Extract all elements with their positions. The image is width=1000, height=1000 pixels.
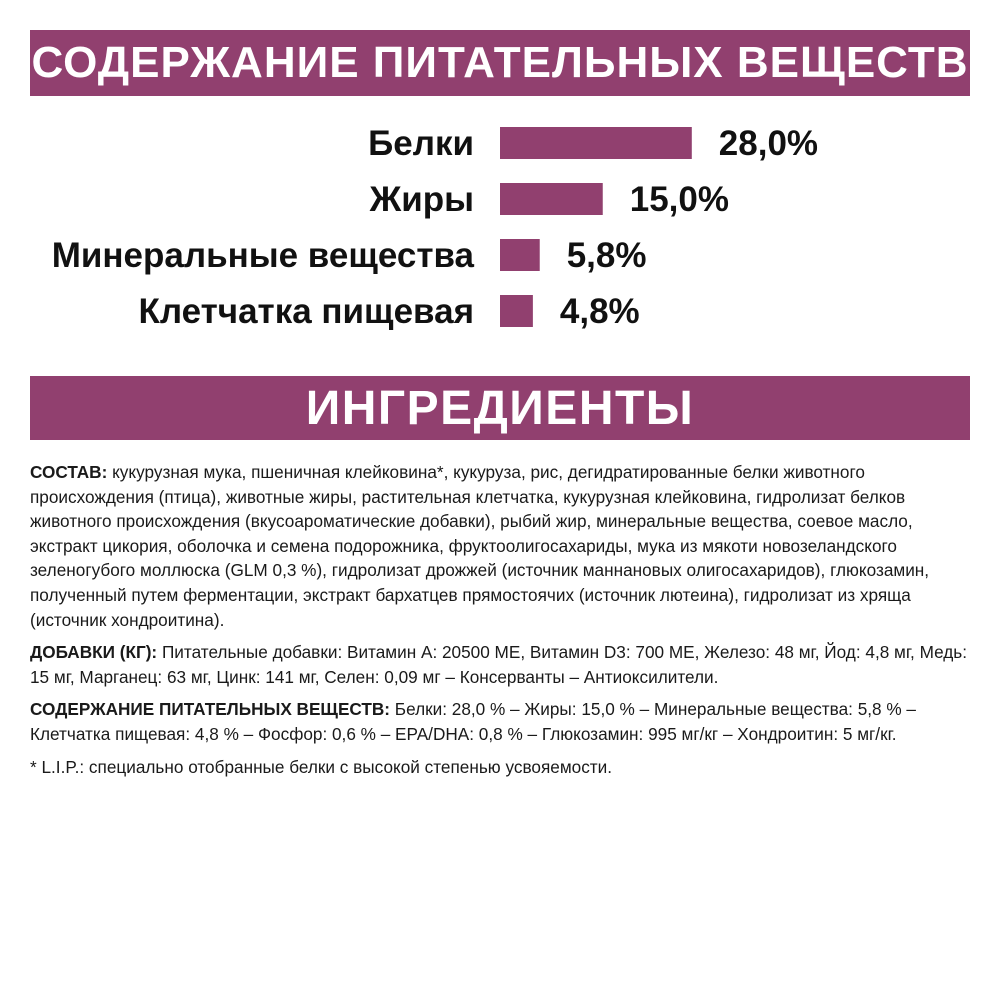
category-label: Клетчатка пищевая xyxy=(138,292,474,331)
category-label: Минеральные вещества xyxy=(51,236,474,275)
nutrient-bar-chart xyxy=(0,110,1000,350)
composition-heading: СОСТАВ: xyxy=(30,462,108,482)
nutrients-section-banner xyxy=(30,30,970,96)
category-label: Жиры xyxy=(369,180,474,219)
additives-paragraph xyxy=(30,640,975,689)
category-label: Белки xyxy=(368,124,474,163)
nutrient-bar xyxy=(500,239,540,271)
footnote-paragraph xyxy=(30,755,975,780)
value-label: 5,8% xyxy=(566,236,647,275)
nutrient-bar xyxy=(500,183,603,215)
value-label: 4,8% xyxy=(559,292,640,331)
composition-paragraph xyxy=(30,460,975,632)
nutrient-bar xyxy=(500,295,533,327)
nutrients-section-title: СОДЕРЖАНИЕ ПИТАТЕЛЬНЫХ ВЕЩЕСТВ xyxy=(31,38,969,87)
additives-heading: ДОБАВКИ (КГ): xyxy=(30,642,158,663)
ingredients-section-banner xyxy=(30,376,970,440)
value-label: 28,0% xyxy=(718,124,819,163)
value-label: 15,0% xyxy=(629,180,729,219)
composition-text: кукурузная мука, пшеничная клейковина*, кукуруза, рис, дегидратированные белки животного происхождения (птица), животные жиры, растительная клетчатка, кукурузная клейковина, гидролизат белков животного происхождения (вкусоароматические добавки), рыбий жир, минеральные вещества, соевое масло, экстракт цикория, оболочка и семена подорожника, фруктоолигосахариды, мука из мякоти новозеландского зеленогубого моллюска (GLM 0,3 %), гидролизат дрожжей (источник маннановых олигосахаридов), глюкозамин, полученный путем ферментации, экстракт бархатцев прямостоячих (источник лютеина), гидролизат из хряща (источник хондроитина). xyxy=(30,462,930,630)
nutrients-text: Белки: 28,0 % – Жиры: 15,0 % – Минеральные вещества: 5,8 % – Клетчатка пищевая: 4,8 % – Фосфор: 0,6 % – EPA/DHA: 0,8 % – Глюкозамин: 995 мг/кг – Хондроитин: 5 мг/кг. xyxy=(30,699,916,744)
nutrients-heading: СОДЕРЖАНИЕ ПИТАТЕЛЬНЫХ ВЕЩЕСТВ: xyxy=(30,699,391,720)
additives-text: Питательные добавки: Витамин А: 20500 МЕ, Витамин D3: 700 МЕ, Железо: 48 мг, Йод: 4,8 мг, Медь: 15 мг, Марганец: 63 мг, Цинк: 141 мг, Селен: 0,09 мг – Консерванты – Антиоксилители. xyxy=(30,642,968,687)
ingredients-text-block xyxy=(30,460,975,787)
ingredients-section-title: ИНГРЕДИЕНТЫ xyxy=(305,381,695,435)
footnote-text: * L.I.P.: специально отобранные белки с высокой степенью усвояемости. xyxy=(30,756,613,777)
nutrients-paragraph xyxy=(30,697,975,746)
nutrient-bar xyxy=(500,127,692,159)
